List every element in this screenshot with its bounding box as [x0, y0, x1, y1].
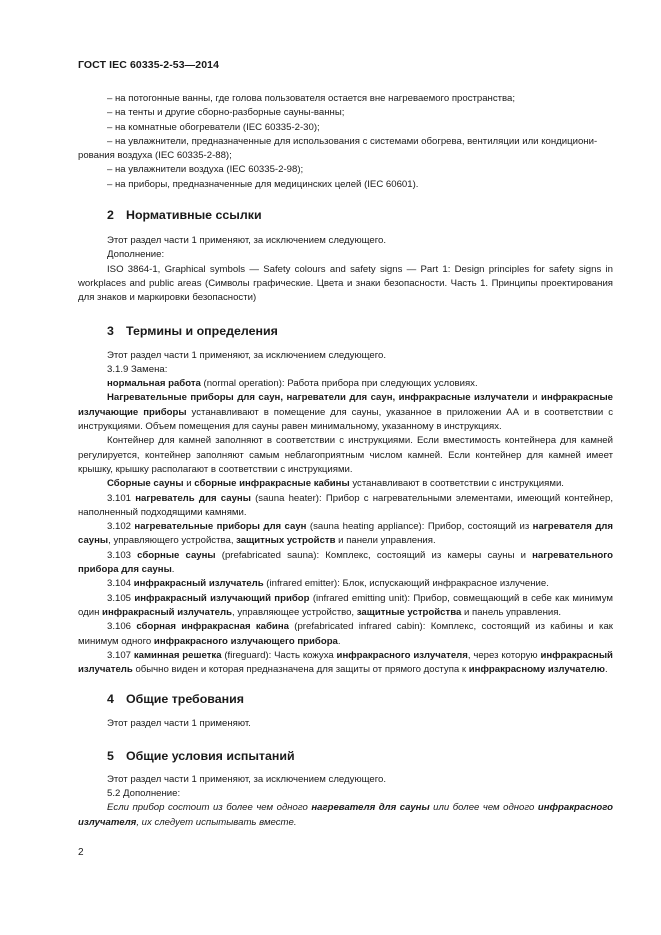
document-header: ГОСТ IEC 60335-2-53—2014 — [78, 59, 220, 71]
text: или более чем одного — [429, 802, 538, 814]
definition-3-104 — [78, 577, 613, 591]
text: (sauna heater): Прибор с нагревательными элементами, имеющий контейнер, наполненный подходящими камнями. — [78, 492, 613, 518]
term: сборная инфракрасная кабина — [136, 621, 289, 633]
text: и — [528, 392, 542, 404]
term: инфракрасного излучателя — [78, 802, 613, 828]
clause-number: 3.103 — [107, 549, 138, 561]
text: (fireguard): Часть кожуха — [221, 649, 337, 661]
text: обычно виден и которая предназначена для защиты от прямого доступа к — [132, 664, 469, 676]
normative-reference: ISO 3864-1, Graphical symbols — Safety colours and safety signs — Part 1: Design principles for safety signs in workplaces and public areas (Символы графические. Цвета и знаки безопасности. Часть 1. Принципы проектирования для знаков и маркировки безопасности) — [78, 263, 613, 304]
text: устанавливают в помещение для сауны, указанное в приложении АА и в соответствии с инструкциями. Объем помещения для сауны равен минимальному, указанному в инструкциях. — [78, 406, 614, 433]
term: нагревателя для сауны — [311, 802, 430, 814]
term: инфракрасный излучающий прибор — [134, 592, 310, 604]
paragraph — [78, 801, 613, 830]
paragraph — [78, 477, 613, 491]
text: (infrared emitting unit): Прибор, совмещающий в себе как минимум один — [78, 592, 613, 618]
paragraph: Дополнение: — [107, 249, 165, 261]
section-2-heading — [78, 207, 613, 223]
text: . — [171, 564, 175, 576]
section-title: Нормативные ссылки — [126, 208, 262, 223]
definition-3-105 — [78, 592, 613, 621]
paragraph — [78, 391, 613, 434]
term: нагревателя для сауны — [78, 521, 613, 547]
term: сборные сауны — [137, 549, 216, 561]
paragraph: Этот раздел части 1 применяют, за исключением следующего. — [107, 235, 387, 247]
section-number: 5 — [107, 748, 114, 763]
text: и панель управления. — [461, 606, 562, 618]
definition-3-106 — [78, 620, 613, 649]
list-item: – на увлажнители, предназначенные для использования с системами обогрева, вентиляции или кондициони- — [107, 135, 598, 147]
paragraph — [78, 377, 613, 391]
text: (normal operation): Работа прибора при следующих условиях. — [200, 378, 478, 390]
paragraph: Этот раздел части 1 применяют, за исключением следующего. — [107, 349, 387, 361]
term: нагревательного прибора для сауны — [78, 549, 613, 576]
document-body — [78, 92, 613, 830]
definition-3-103 — [78, 549, 613, 578]
text: Если прибор состоит из более чем одного — [107, 802, 312, 814]
text: , управляющее устройство, — [232, 606, 357, 618]
text: (infrared emitter): Блок, испускающий инфракрасное излучение. — [263, 578, 549, 590]
section-title: Общие условия испытаний — [126, 748, 295, 763]
page-number: 2 — [78, 847, 84, 858]
term: защитных устройств — [236, 535, 336, 547]
section-4-heading — [78, 691, 613, 707]
text: (prefabricated sauna): Комплекс, состоящий из камеры сауны и — [215, 549, 533, 561]
list-item: – на комнатные обогреватели (IEC 60335-2-30); — [107, 121, 320, 133]
text: и панели управления. — [335, 535, 436, 547]
term: защитные устройства — [356, 606, 462, 618]
clause-addition: 5.2 Дополнение: — [107, 787, 181, 799]
paragraph: Этот раздел части 1 применяют, за исключением следующего. — [107, 773, 387, 785]
term: нормальная работа — [107, 378, 201, 390]
list-item: – на приборы, предназначенные для медицинских целей (IEC 60601). — [107, 178, 419, 190]
clause-replacement: 3.1.9 Замена: — [107, 363, 168, 375]
term: инфракрасные излучающие приборы — [78, 392, 613, 418]
section-title: Термины и определения — [126, 323, 278, 338]
term: инфракрасный излучатель — [133, 578, 264, 590]
clause-number: 3.106 — [107, 621, 137, 633]
section-number: 4 — [107, 692, 114, 707]
text: , через которую — [467, 649, 541, 661]
clause-number: 3.105 — [107, 592, 135, 604]
term: инфракрасный излучатель — [78, 649, 613, 676]
text: . — [604, 664, 608, 676]
clause-number: 3.107 — [107, 649, 134, 661]
text: (sauna heating appliance): Прибор, состоящий из — [306, 521, 533, 533]
clause-number: 3.101 — [107, 492, 136, 504]
list-item: – на тенты и другие сборно-разборные сауны-ванны; — [107, 107, 345, 119]
section-5-heading — [78, 748, 613, 764]
term: инфракрасному излучателю — [468, 664, 605, 676]
definition-3-107 — [78, 649, 613, 678]
term: инфракрасный излучатель — [102, 606, 232, 618]
text: , управляющего устройства, — [108, 535, 237, 547]
list-item: – на потогонные ванны, где голова пользователя остается вне нагреваемого пространства; — [107, 93, 516, 104]
term: нагреватель для сауны — [135, 492, 251, 504]
section-title: Общие требования — [126, 692, 244, 707]
text: устанавливают в соответствии с инструкциями. — [349, 478, 564, 490]
section-number: 2 — [107, 208, 114, 223]
definition-3-102 — [78, 520, 613, 549]
term: Сборные сауны — [107, 478, 184, 490]
list-item: – на увлажнители воздуха (IEC 60335-2-98); — [107, 164, 304, 176]
clause-number: 3.104 — [107, 578, 134, 590]
scope-exclusion-list — [78, 92, 613, 192]
text: и — [183, 478, 195, 490]
paragraph: Контейнер для камней заполняют в соответствии с инструкциями. Если вместимость контейнера для камней регулируется, контейнер заполняют самым неблагоприятным числом камней. Если контейнер для камней имеет крышку, крышку располагают в соответствии с инструкциями. — [78, 435, 613, 475]
section-number: 3 — [107, 323, 114, 338]
text: , их следует испытывать вместе. — [136, 816, 297, 828]
term: каминная решетка — [133, 649, 222, 661]
paragraph: Этот раздел части 1 применяют. — [107, 718, 251, 730]
term: инфракрасного излучающего прибора — [153, 635, 338, 647]
text: (prefabricated infrared cabin): Комплекс, состоящий из кабины и как минимум одного — [78, 621, 613, 647]
text: . — [337, 635, 341, 647]
term: нагревательные приборы для саун — [134, 521, 307, 533]
clause-number: 3.102 — [107, 521, 135, 533]
definition-3-101 — [78, 492, 613, 521]
term: сборные инфракрасные кабины — [194, 478, 350, 490]
term: Нагревательные приборы для саун, нагреватели для саун, инфракрасные излучатели — [107, 392, 529, 404]
term: инфракрасного излучателя — [336, 649, 468, 661]
list-item-continuation: рования воздуха (IEC 60335-2-88); — [78, 150, 232, 162]
section-3-heading — [78, 323, 613, 339]
